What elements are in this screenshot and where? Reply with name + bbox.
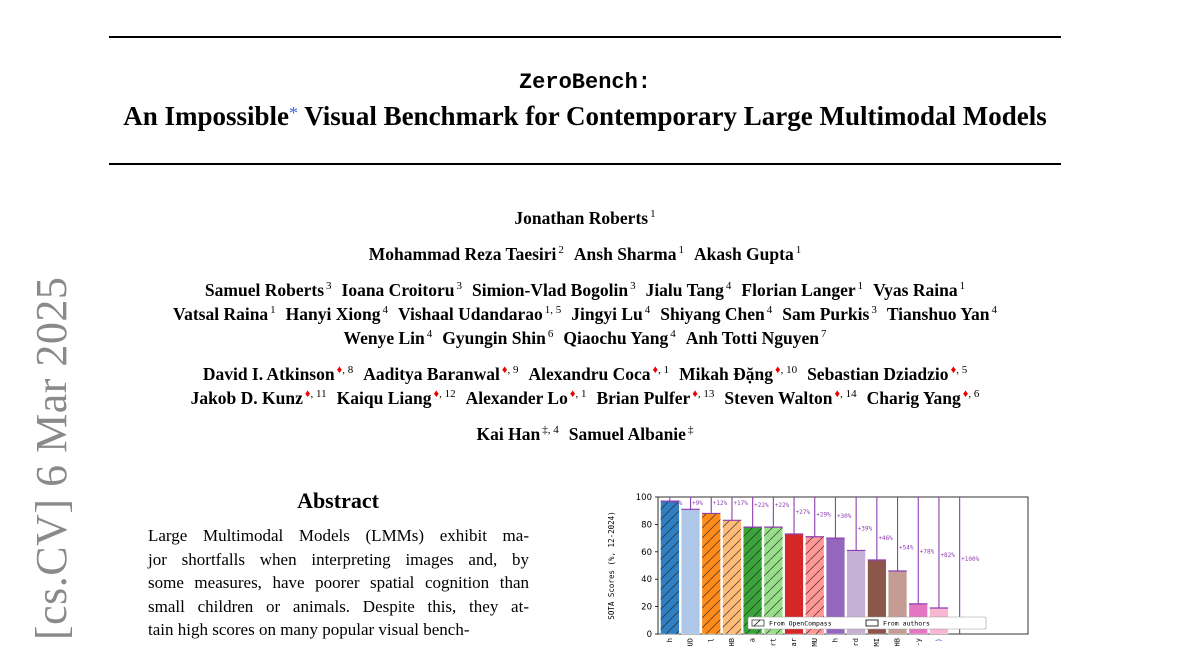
x-tick-label: a bbox=[748, 638, 757, 643]
author-name: Alexander Lo $^{♦, 1}$ bbox=[465, 388, 587, 408]
y-axis-label: SOTA Scores (%, 12-2024) bbox=[607, 511, 616, 620]
y-tick-label: 0 bbox=[646, 630, 652, 640]
abstract-line: small children or animals. Despite this, they at- bbox=[148, 596, 529, 616]
author-name: Aaditya Baranwal $^{♦, 9}$ bbox=[363, 364, 519, 384]
headroom-label: +9% bbox=[692, 500, 703, 507]
arxiv-side-stamp: [cs.CV] 6 Mar 2025 bbox=[27, 276, 76, 640]
author-affiliation: 1 bbox=[795, 244, 802, 256]
author-affiliation: 1, 5 bbox=[544, 304, 562, 316]
title-part-1: An Impossible bbox=[123, 101, 290, 131]
author-affiliation: ♦, 5 bbox=[950, 364, 968, 376]
author-affiliation: 1 bbox=[678, 244, 685, 256]
author-name: Gyungin Shin $^6$ bbox=[442, 328, 554, 348]
y-tick-label: 60 bbox=[641, 547, 652, 558]
author-name: Kai Han $^{\ddagger, 4}$ bbox=[476, 424, 559, 444]
author-affiliation: 1 bbox=[270, 304, 276, 316]
author-name: Samuel Albanie ‡ bbox=[568, 424, 694, 444]
x-tick-label: -y bbox=[914, 638, 923, 647]
author-affiliation: ‡ bbox=[687, 424, 694, 436]
headroom-label: +46% bbox=[878, 535, 893, 543]
author-name: Jonathan Roberts $^1$ bbox=[514, 208, 656, 228]
author-affiliation: 3 bbox=[871, 304, 877, 316]
top-rule bbox=[109, 36, 1061, 38]
author-name: Wenye Lin $^4$ bbox=[343, 328, 433, 348]
author-name: Florian Langer $^1$ bbox=[741, 280, 864, 300]
score-bar-hatch bbox=[723, 520, 742, 634]
author-name: Akash Gupta $^1$ bbox=[694, 244, 802, 264]
legend-label: From authors bbox=[883, 619, 930, 628]
author-line bbox=[100, 278, 1070, 302]
author-name: Alexandru Coca $^{♦, 1}$ bbox=[528, 364, 670, 384]
legend-label: From OpenCompass bbox=[769, 619, 832, 628]
legend-plain-swatch bbox=[866, 620, 878, 626]
author-name: Steven Walton $^{♦, 14}$ bbox=[724, 388, 857, 408]
author-line bbox=[100, 386, 1070, 410]
author-affiliation: ♦, 13 bbox=[692, 388, 715, 400]
contributor-diamond-icon: ♦ bbox=[692, 388, 698, 400]
author-list bbox=[100, 206, 1070, 446]
x-tick-label: h bbox=[665, 638, 674, 643]
author-name: Mikah Đặng $^{♦, 10}$ bbox=[679, 364, 798, 384]
contributor-diamond-icon: ♦ bbox=[569, 388, 576, 400]
abstract-line: Large Multimodal Models (LMMs) exhibit ma- bbox=[148, 526, 529, 545]
contributor-diamond-icon: ♦ bbox=[652, 364, 659, 376]
author-affiliation: ♦, 9 bbox=[501, 364, 519, 376]
headroom-label: +39% bbox=[857, 525, 873, 533]
paper-title-long bbox=[109, 101, 1061, 132]
score-bar-hatch bbox=[661, 500, 683, 634]
author-affiliation: 4 bbox=[766, 304, 773, 316]
paper-title-short: ZeroBench: bbox=[518, 70, 652, 95]
x-tick-label: ) bbox=[934, 638, 943, 643]
y-tick-label: 20 bbox=[641, 602, 652, 613]
author-affiliation: 4 bbox=[426, 328, 433, 340]
contributor-diamond-icon: ♦ bbox=[774, 364, 781, 376]
x-tick-label: h bbox=[831, 638, 840, 643]
sota-scores-bar-chart bbox=[600, 490, 1040, 648]
y-tick-label: 40 bbox=[641, 575, 652, 586]
author-affiliation: 2 bbox=[558, 244, 564, 256]
contributor-diamond-icon: ♦ bbox=[433, 388, 440, 400]
headroom-label: +78% bbox=[919, 548, 935, 556]
score-bar-hatch bbox=[702, 513, 721, 634]
headroom-label: +29% bbox=[816, 511, 831, 519]
author-name: Jialu Tang $^4$ bbox=[645, 280, 732, 300]
author-name: Sebastian Dziadzio $^{♦, 5}$ bbox=[807, 364, 968, 384]
x-tick-label: MI bbox=[872, 638, 881, 647]
contributor-diamond-icon: ♦ bbox=[336, 364, 343, 376]
author-affiliation: ♦, 8 bbox=[336, 364, 354, 376]
author-affiliation: 1 bbox=[857, 280, 864, 292]
contributor-diamond-icon: ♦ bbox=[501, 364, 508, 376]
legend-hatched-swatch bbox=[752, 620, 764, 626]
author-affiliation: 4 bbox=[670, 328, 676, 340]
headroom-label: +100% bbox=[961, 555, 980, 563]
author-name: Vishaal Udandarao $^{1, 5}$ bbox=[398, 304, 562, 324]
contributor-diamond-icon: ♦ bbox=[304, 388, 311, 400]
author-name: Simion-Vlad Bogolin $^3$ bbox=[471, 280, 636, 300]
x-tick-label: l bbox=[707, 638, 716, 643]
score-bar bbox=[681, 509, 700, 634]
author-name: Brian Pulfer $^{♦, 13}$ bbox=[596, 388, 715, 408]
author-name: Shiyang Chen $^4$ bbox=[660, 304, 773, 324]
author-name: Hanyi Xiong $^4$ bbox=[285, 304, 388, 324]
author-affiliation: 4 bbox=[991, 304, 997, 316]
x-tick-label: rt bbox=[769, 638, 778, 647]
author-line bbox=[100, 362, 1070, 386]
author-name: Charig Yang $^{♦, 6}$ bbox=[866, 388, 980, 408]
author-name: Sam Purkis $^3$ bbox=[782, 304, 877, 324]
x-tick-label: HB bbox=[893, 638, 902, 647]
author-name: Vatsal Raina $^1$ bbox=[173, 304, 276, 324]
headroom-label: +27% bbox=[795, 508, 811, 516]
contributor-diamond-icon: ♦ bbox=[950, 364, 957, 376]
author-affiliation: 4 bbox=[644, 304, 651, 316]
contributor-diamond-icon: ♦ bbox=[834, 388, 841, 400]
x-tick-label: rd bbox=[852, 638, 861, 647]
author-affiliation: ♦, 12 bbox=[433, 388, 456, 400]
abstract-line: some measures, have poorer spatial cognition than bbox=[148, 573, 529, 592]
author-name: Samuel Roberts $^3$ bbox=[204, 280, 332, 300]
headroom-label: +12% bbox=[712, 500, 728, 507]
author-affiliation: 3 bbox=[326, 280, 332, 292]
author-affiliation: ♦, 14 bbox=[834, 388, 857, 400]
headroom-label: +3% bbox=[671, 500, 683, 507]
author-affiliation: ‡, 4 bbox=[542, 424, 559, 436]
author-affiliation: ♦, 11 bbox=[304, 388, 327, 400]
author-name: Ioana Croitoru $^3$ bbox=[341, 280, 462, 300]
author-affiliation: 4 bbox=[382, 304, 388, 316]
author-affiliation: 3 bbox=[630, 280, 636, 292]
author-affiliation: ♦, 1 bbox=[652, 364, 670, 376]
x-tick-label: HB bbox=[727, 638, 736, 647]
headroom-label: +22% bbox=[754, 502, 769, 510]
bottom-rule bbox=[109, 163, 1061, 165]
contributor-diamond-icon: ♦ bbox=[962, 388, 969, 400]
author-line bbox=[100, 326, 1070, 350]
headroom-label: +82% bbox=[940, 552, 955, 560]
author-line bbox=[100, 302, 1070, 326]
x-tick-label: MU bbox=[810, 638, 819, 647]
author-affiliation: ♦, 6 bbox=[962, 388, 980, 400]
headroom-label: +54% bbox=[899, 544, 914, 552]
y-tick-label: 100 bbox=[635, 493, 652, 503]
author-affiliation: ♦, 1 bbox=[569, 388, 587, 400]
abstract-line: tain high scores on many popular visual bench- bbox=[148, 620, 470, 639]
headroom-label: +30% bbox=[836, 513, 852, 521]
abstract-line: jor shortfalls when interpreting images and, by bbox=[148, 549, 529, 569]
author-affiliation: 1 bbox=[650, 208, 656, 220]
y-tick-label: 80 bbox=[641, 520, 652, 531]
x-tick-label: UD bbox=[686, 638, 695, 647]
title-part-2: Visual Benchmark for Contemporary Large Multimodal Models bbox=[298, 101, 1047, 131]
author-name: David I. Atkinson $^{♦, 8}$ bbox=[202, 364, 354, 384]
author-affiliation: 7 bbox=[820, 328, 827, 340]
author-name: Kaiqu Liang $^{♦, 12}$ bbox=[336, 388, 456, 408]
author-name: Mohammad Reza Taesiri $^2$ bbox=[368, 244, 564, 264]
author-affiliation: 4 bbox=[725, 280, 732, 292]
x-tick-label: ar bbox=[790, 638, 799, 647]
abstract-body bbox=[148, 524, 529, 642]
author-name: Ansh Sharma $^1$ bbox=[573, 244, 685, 264]
author-affiliation: 1 bbox=[959, 280, 966, 292]
author-affiliation: 3 bbox=[456, 280, 462, 292]
headroom-label: +22% bbox=[774, 502, 790, 510]
title-asterisk[interactable]: * bbox=[289, 103, 299, 123]
author-name: Qiaochu Yang $^4$ bbox=[563, 328, 676, 348]
author-name: Tianshuo Yan $^4$ bbox=[886, 304, 997, 324]
author-line bbox=[100, 206, 1070, 230]
abstract-heading: Abstract bbox=[297, 488, 379, 513]
headroom-label: +17% bbox=[733, 500, 748, 507]
author-name: Vyas Raina $^1$ bbox=[873, 280, 966, 300]
author-affiliation: 6 bbox=[547, 328, 554, 340]
author-line bbox=[100, 242, 1070, 266]
author-name: Jingyi Lu $^4$ bbox=[571, 304, 651, 324]
author-affiliation: ♦, 10 bbox=[774, 364, 798, 376]
author-name: Anh Totti Nguyen $^7$ bbox=[685, 328, 827, 348]
author-name: Jakob D. Kunz $^{♦, 11}$ bbox=[190, 388, 327, 408]
author-line bbox=[100, 422, 1070, 446]
